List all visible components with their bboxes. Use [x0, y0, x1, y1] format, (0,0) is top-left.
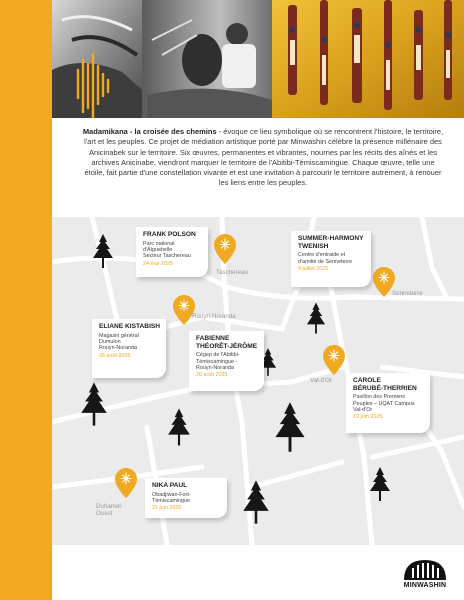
artist-card-nika-paul[interactable]	[145, 478, 227, 518]
artist-date: 26 août 2025	[99, 352, 131, 359]
artist-venue: Magasin général Dumulon Rouyn-Noranda	[99, 332, 139, 352]
intro-paragraph	[82, 127, 444, 189]
artist-name: CAROLE BÉRUBÉ-THERRIEN	[353, 377, 417, 392]
artist-name: ELIANE KISTABISH	[99, 323, 161, 330]
artist-name: SUMMER-HARMONY TWENISH	[298, 235, 364, 250]
artist-name: FABIENNE THÉORÊT-JÉRÔME	[196, 335, 258, 350]
territory-map	[52, 217, 464, 545]
intro-body: - évoque ce lieu symbolique où se rencontrent l'histoire, le territoire, l'art et les peuples. Ce projet de médiation artistique porté par Minwashin célèbre la présence millénaire des Anicinabek sur le territoire. Six œuvres, permanentes et vibrantes, nourries par les récits des aînés et les archives Anicinabe, viendront marquer le territoire de l'Abitibi-Témiscamingue. Chaque œuvre, telle une étoile, fait partie d'une constellation vivante et est une invitation à parcourir le territoire autrement, à renouer les liens entre les peuples.	[84, 127, 444, 188]
intro-title: Madamikana - la croisée des chemins	[82, 127, 217, 136]
artist-card-summer-harmony-twenish[interactable]	[291, 231, 371, 287]
pine-tree-icon	[167, 408, 191, 446]
place-label-senneterre: Senneterre	[392, 290, 423, 297]
place-label-rouyn-noranda: Rouyn-Noranda	[192, 313, 236, 320]
pine-tree-icon	[92, 234, 114, 268]
artist-name: FRANK POLSON	[143, 231, 196, 238]
artist-name: NIKA PAUL	[152, 482, 188, 489]
map-pin-icon[interactable]	[173, 295, 195, 325]
artist-venue: Obadjiwan-Fort- Témiscamingue	[152, 491, 191, 504]
artist-venue: Pavillon des Premiers Peuples – UQAT Campus Val-d'Or	[353, 394, 415, 413]
artist-card-frank-polson[interactable]	[136, 227, 208, 277]
pine-tree-icon	[369, 467, 391, 501]
artist-venue: Centre d'entraide et d'amitié de Senneterre	[298, 252, 353, 265]
map-pin-icon[interactable]	[323, 345, 345, 375]
artist-date: 9 juillet 2025	[298, 266, 329, 272]
place-label-val-dor: Val-d'Or	[310, 377, 333, 384]
artist-venue: Cégep de l'Abitibi- Témiscamingue - Rouyn-Noranda	[196, 352, 240, 371]
artist-card-fabienne-theoret-jerome[interactable]	[189, 331, 264, 391]
artist-card-eliane-kistabish[interactable]	[92, 319, 166, 378]
minwashin-logo[interactable]	[398, 556, 452, 592]
pine-tree-icon	[274, 402, 306, 452]
photo-artifacts	[272, 0, 464, 118]
artist-date: 21 juin 2025	[152, 505, 182, 512]
artist-date: 26 août 2025	[196, 372, 228, 379]
place-label-taschereau: Taschereau	[216, 269, 248, 276]
artist-venue: Parc national d'Aiguebelle Secteur Taschereau	[143, 240, 191, 260]
artist-date: 24 mai 2025	[143, 260, 173, 267]
photo-collage-banner	[52, 0, 464, 118]
minwashin-logo-icon	[398, 556, 452, 582]
artist-date: 19 juin 2025	[353, 414, 383, 421]
minwashin-logo-text: MINWASHIN	[403, 582, 447, 589]
artist-card-carole-berube-therrien[interactable]	[346, 373, 430, 433]
pine-tree-icon	[242, 479, 270, 525]
map-pin-icon[interactable]	[115, 468, 137, 498]
place-label-duhamel-ouest: Duhamel- Ouest	[96, 503, 123, 518]
orange-side-band	[0, 0, 52, 600]
pine-tree-icon	[306, 301, 326, 335]
map-pin-icon[interactable]	[214, 234, 236, 264]
pine-tree-icon	[80, 380, 108, 428]
